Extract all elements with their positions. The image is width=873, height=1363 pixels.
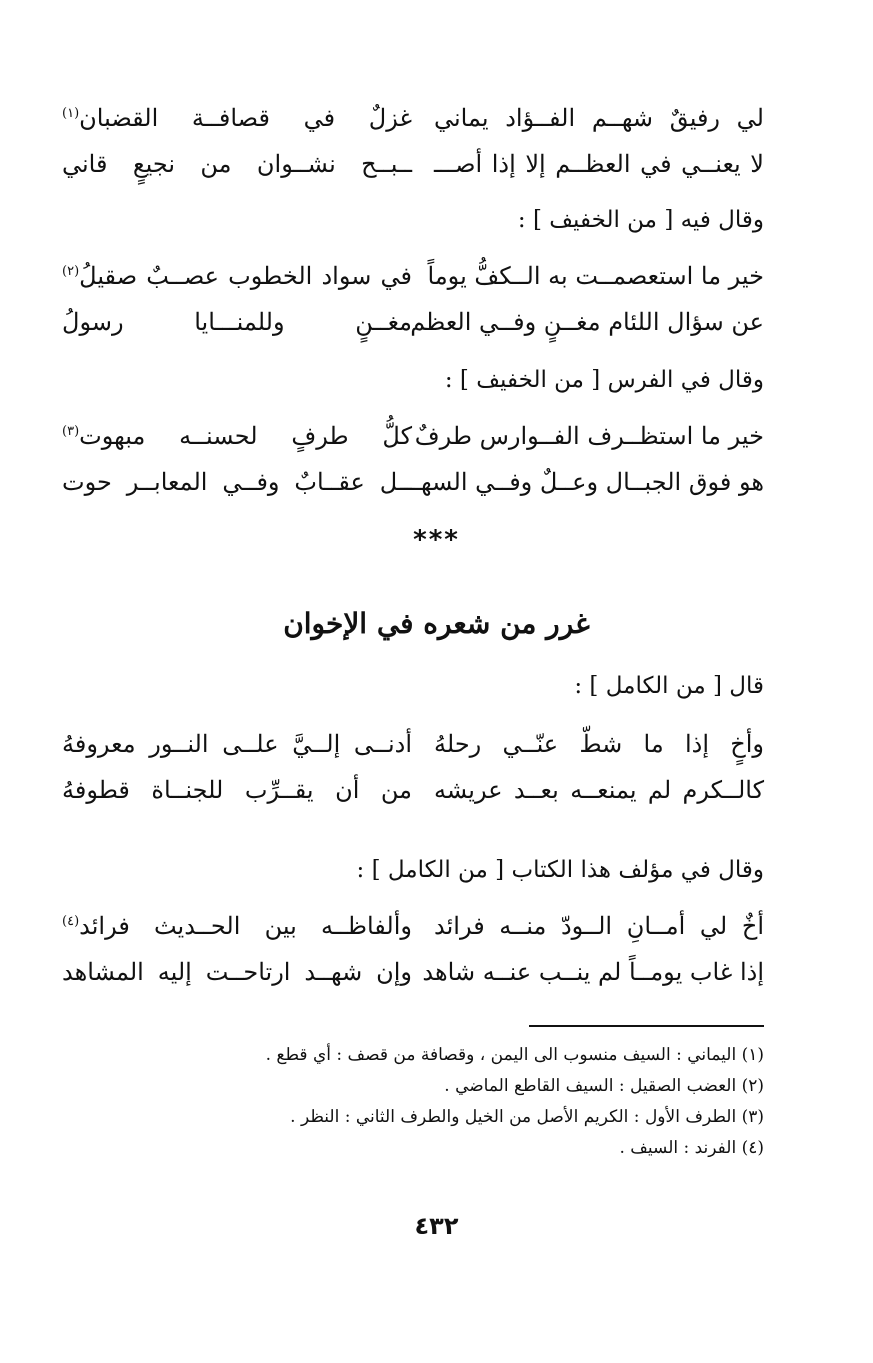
section-heading: غرر من شعره في الإخوان — [283, 607, 590, 640]
verse-second-hemistich — [62, 254, 412, 298]
verse-first-hemistich: خير ما استظــرف الفــوارس طرفٌ — [414, 422, 764, 450]
verse-line — [62, 300, 764, 344]
footnotes — [114, 1040, 764, 1164]
verse-second-hemistich — [62, 904, 412, 948]
verse-second-hemistich: مغــنٍ وللمنـــايا رسولُ — [62, 308, 412, 336]
verse-first-hemistich: وأخٍ إذا ما شطّ عنّــي رحلهُ — [434, 730, 764, 758]
verse-second-hemistich: أدنــى إلــيَّ علــى النــور معروفهُ — [62, 730, 412, 758]
verse-first-hemistich: لي رفيقٌ شهــم الفــؤاد يماني — [434, 104, 764, 132]
verse-first-hemistich: إذا غاب يومــاً لم ينــب عنــه شاهد — [422, 958, 764, 986]
verse-second-hemistich: من أن يقــرِّب للجنــاة قطوفهُ — [62, 776, 412, 804]
verse-introduction: وقال فيه [ من الخفيف ] : — [517, 207, 764, 233]
verse-line — [62, 142, 764, 186]
verse-second-hemistich: ــبــح نشــوان من نجيعٍ قاني — [62, 150, 412, 178]
verse-first-hemistich: لا يعنــي في العظــم إلا إذا أصـــ — [434, 150, 764, 178]
verse-line — [62, 768, 764, 812]
verse-introduction: وقال في الفرس [ من الخفيف ] : — [444, 367, 764, 393]
footnote-marker: (٢) — [62, 264, 80, 279]
verse-introduction: قال [ من الكامل ] : — [574, 673, 764, 699]
verse-line — [62, 722, 764, 766]
verse-first-hemistich: خير ما استعصمــت به الــكفُّ يوماً — [427, 262, 764, 290]
verse-second-hemistich — [62, 414, 412, 458]
footnote-marker: (٤) — [62, 914, 80, 929]
verse-second-hemistich-text: كلُّ طرفٍ لحسنــه مبهوت — [79, 422, 412, 450]
verse-second-hemistich: ــل عقــابٌ وفــي المعابــر حوت — [62, 468, 412, 496]
verse-line — [62, 254, 764, 298]
verse-first-hemistich: هو فوق الجبــال وعــلٌ وفــي السهـــ — [399, 468, 764, 496]
verse-second-hemistich-text: غزلٌ في قصافــة القضبان — [79, 104, 412, 132]
verse-second-hemistich: وإن شهــد ارتاحــت إليه المشاهد — [62, 958, 412, 986]
verse-first-hemistich: أخٌ لي أمــانِ الــودّ منــه فرائد — [434, 912, 764, 940]
verse-introduction: وقال في مؤلف هذا الكتاب [ من الكامل ] : — [356, 857, 764, 883]
verse-second-hemistich-text: وألفاظــه بين الحــديث فرائد — [79, 912, 412, 940]
verse-line — [62, 904, 764, 948]
section-separator: *** — [413, 525, 460, 555]
verse-line — [62, 414, 764, 458]
footnote-marker: (١) — [62, 106, 80, 121]
verse-second-hemistich — [62, 96, 412, 140]
verse-second-hemistich-text: في سواد الخطوب عصــبٌ صقيلُ — [79, 262, 412, 290]
verse-line — [62, 96, 764, 140]
verse-line — [62, 460, 764, 504]
footnote: (١) اليماني : السيف منسوب الى اليمن ، وقصافة من قصف : أي قطع . — [265, 1045, 764, 1065]
footnote: (٣) الطرف الأول : الكريم الأصل من الخيل والطرف الثاني : النظر . — [290, 1107, 764, 1127]
footnote-marker: (٣) — [62, 424, 80, 439]
page-number: ٤٣٢ — [414, 1212, 459, 1240]
verse-first-hemistich: عن سؤال اللئام مغــنٍ وفــي العظم — [410, 308, 764, 336]
verse-first-hemistich: كالــكرم لم يمنعــه بعــد عريشه — [434, 776, 764, 804]
footnote: (٢) العضب الصقيل : السيف القاطع الماضي . — [444, 1076, 764, 1096]
verse-line — [62, 950, 764, 994]
footnote: (٤) الفرند : السيف . — [619, 1138, 764, 1158]
footnote-divider — [529, 1025, 764, 1027]
